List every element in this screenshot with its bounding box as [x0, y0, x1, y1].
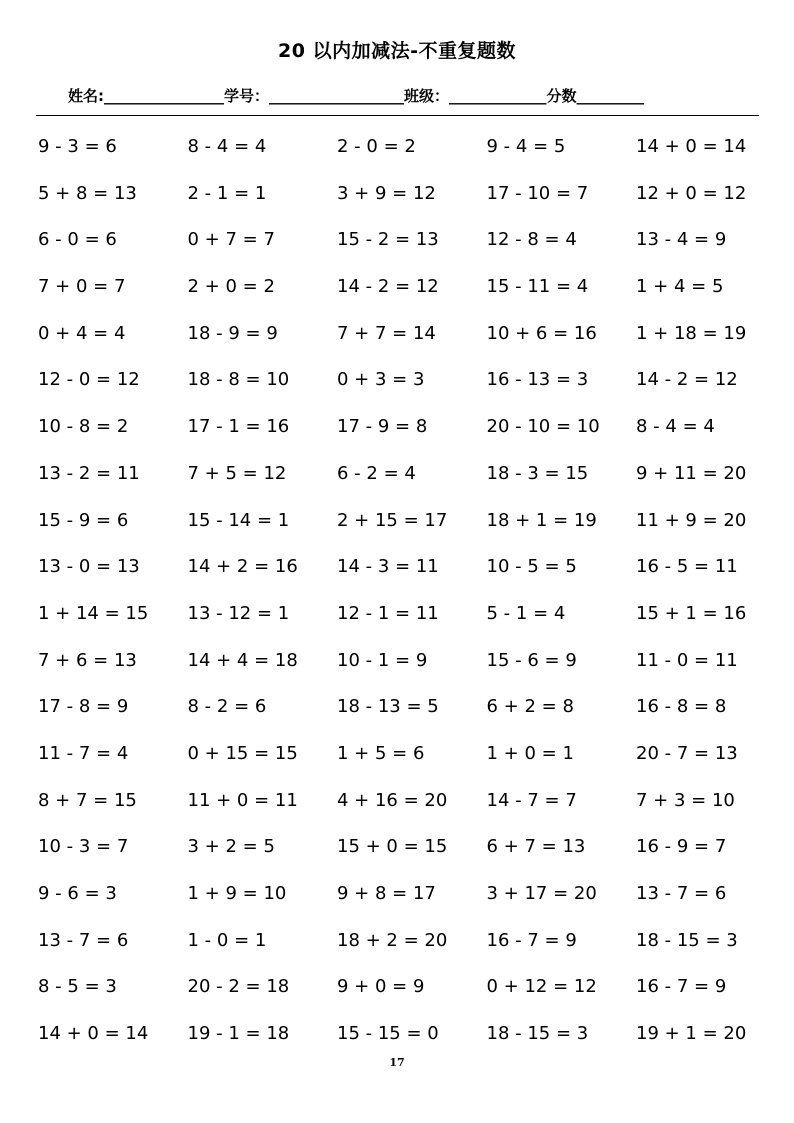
math-problem: 5 + 8 = 13 — [38, 182, 137, 204]
math-problem: 7 + 0 = 7 — [38, 276, 126, 298]
math-problem: 0 + 7 = 7 — [187, 229, 275, 251]
math-problem: 15 + 1 = 16 — [636, 602, 747, 624]
math-problem: 10 - 1 = 9 — [337, 649, 428, 671]
math-problem: 18 + 2 = 20 — [337, 929, 448, 951]
math-problem: 15 - 9 = 6 — [38, 509, 129, 531]
math-problem: 10 - 5 = 5 — [486, 556, 577, 578]
math-problem: 2 - 0 = 2 — [337, 136, 416, 157]
math-problem: 8 + 7 = 15 — [38, 789, 137, 811]
math-problem: 7 + 7 = 14 — [337, 322, 436, 344]
math-problem: 15 + 0 = 15 — [337, 836, 448, 858]
math-problem: 16 - 13 = 3 — [486, 369, 589, 391]
math-problem: 12 + 0 = 12 — [636, 182, 747, 204]
math-problem: 1 + 4 = 5 — [636, 276, 724, 298]
math-problem: 9 + 11 = 20 — [636, 462, 747, 484]
math-problem: 15 - 11 = 4 — [486, 276, 589, 298]
math-problem: 20 - 7 = 13 — [636, 742, 738, 764]
math-problem: 16 - 9 = 7 — [636, 836, 727, 858]
student-id-blank[interactable]: __________________ — [269, 87, 405, 105]
math-problem: 15 - 15 = 0 — [337, 1023, 439, 1045]
math-problem: 10 + 6 = 16 — [486, 322, 597, 344]
math-problem: 0 + 3 = 3 — [337, 369, 425, 391]
student-id-label: 学号： — [224, 87, 270, 105]
page-title: 20 以内加减法-不重复题数 — [278, 40, 516, 62]
math-problem: 0 + 4 = 4 — [38, 322, 126, 344]
math-problem: 6 - 2 = 4 — [337, 462, 416, 484]
math-problem: 13 - 7 = 6 — [636, 883, 727, 904]
math-problem: 11 - 0 = 11 — [636, 649, 738, 671]
math-problem: 7 + 6 = 13 — [38, 649, 137, 671]
math-problem: 17 - 8 = 9 — [38, 696, 129, 718]
math-problem: 14 - 2 = 12 — [636, 369, 738, 391]
name-label: 姓名: — [68, 87, 104, 105]
page-number: 17 — [389, 1056, 405, 1069]
math-problem: 13 - 7 = 6 — [38, 929, 129, 951]
math-problem: 11 + 9 = 20 — [636, 509, 747, 531]
math-problem: 18 - 15 = 3 — [636, 929, 738, 951]
math-problem: 20 - 10 = 10 — [486, 416, 600, 438]
score-blank[interactable]: _________ — [576, 87, 645, 105]
math-problem: 6 - 0 = 6 — [38, 229, 117, 251]
math-problem: 9 + 0 = 9 — [337, 976, 425, 998]
math-problem: 13 - 12 = 1 — [187, 602, 290, 624]
math-problem: 19 + 1 = 20 — [636, 1023, 747, 1045]
math-problem: 14 + 4 = 18 — [187, 649, 298, 671]
math-problem: 2 + 0 = 2 — [187, 276, 275, 298]
math-problem: 15 - 2 = 13 — [337, 229, 439, 251]
math-problem: 1 + 5 = 6 — [337, 742, 425, 764]
math-problem: 4 + 16 = 20 — [337, 789, 448, 811]
math-problem: 3 + 17 = 20 — [486, 883, 597, 904]
math-problem: 9 - 4 = 5 — [486, 136, 566, 157]
math-problem: 15 - 6 = 9 — [486, 649, 577, 671]
math-problem: 13 - 2 = 11 — [38, 462, 140, 484]
math-problem: 12 - 8 = 4 — [486, 229, 577, 251]
math-problem: 16 - 7 = 9 — [636, 976, 727, 998]
math-problem: 16 - 7 = 9 — [486, 929, 577, 951]
math-problem: 15 - 14 = 1 — [187, 509, 290, 531]
math-problem: 14 + 0 = 14 — [636, 136, 747, 157]
score-label: 分数 — [546, 87, 577, 105]
math-problem: 6 + 7 = 13 — [486, 836, 586, 858]
math-problem: 7 + 5 = 12 — [187, 462, 287, 484]
math-problem: 18 - 13 = 5 — [337, 696, 439, 718]
math-problem: 3 + 9 = 12 — [337, 182, 436, 204]
math-problem: 17 - 1 = 16 — [187, 416, 290, 438]
math-problem: 16 - 8 = 8 — [636, 696, 727, 718]
math-problem: 13 - 0 = 13 — [38, 556, 140, 578]
name-blank[interactable]: ________________ — [104, 87, 224, 105]
math-problem: 2 - 1 = 1 — [187, 182, 267, 204]
math-problem: 2 + 15 = 17 — [337, 509, 448, 531]
math-problem: 18 + 1 = 19 — [486, 509, 597, 531]
math-problem: 16 - 5 = 11 — [636, 556, 738, 578]
math-problem: 12 - 0 = 12 — [38, 369, 140, 391]
math-problem: 5 - 1 = 4 — [486, 602, 566, 624]
math-problem: 19 - 1 = 18 — [187, 1023, 290, 1045]
math-problem: 18 - 9 = 9 — [187, 322, 278, 344]
math-problem: 20 - 2 = 18 — [187, 976, 290, 998]
math-problem: 1 + 9 = 10 — [187, 883, 287, 904]
math-problem: 11 + 0 = 11 — [187, 789, 298, 811]
math-problem: 9 + 8 = 17 — [337, 883, 436, 904]
math-problem: 9 - 6 = 3 — [38, 883, 117, 904]
math-problem: 6 + 2 = 8 — [486, 696, 574, 718]
class-blank[interactable]: _____________ — [449, 87, 547, 105]
math-problem: 1 + 18 = 19 — [636, 322, 747, 344]
math-problem: 12 - 1 = 11 — [337, 602, 439, 624]
math-problem: 1 + 0 = 1 — [486, 742, 574, 764]
math-problem: 11 - 7 = 4 — [38, 742, 129, 764]
math-problem: 18 - 3 = 15 — [486, 462, 589, 484]
math-problem: 1 - 0 = 1 — [187, 929, 267, 951]
math-problem: 14 + 0 = 14 — [38, 1023, 149, 1045]
math-problem: 0 + 12 = 12 — [486, 976, 597, 998]
math-problem: 10 - 8 = 2 — [38, 416, 129, 438]
math-problem: 17 - 10 = 7 — [486, 182, 589, 204]
math-problem: 13 - 4 = 9 — [636, 229, 727, 251]
math-problem: 8 - 5 = 3 — [38, 976, 117, 998]
math-problem: 7 + 3 = 10 — [636, 789, 735, 811]
header-divider — [36, 115, 759, 116]
math-problem: 18 - 8 = 10 — [187, 369, 290, 391]
math-problem: 8 - 2 = 6 — [187, 696, 267, 718]
math-problem: 9 - 3 = 6 — [38, 136, 117, 157]
class-label: 班级： — [404, 87, 450, 105]
student-info-line — [68, 85, 644, 106]
math-problem: 0 + 15 = 15 — [187, 742, 298, 764]
math-problem: 1 + 14 = 15 — [38, 602, 149, 624]
math-problem: 14 + 2 = 16 — [187, 556, 298, 578]
math-problem: 14 - 7 = 7 — [486, 789, 577, 811]
math-problem: 18 - 15 = 3 — [486, 1023, 589, 1045]
math-problem: 8 - 4 = 4 — [187, 136, 267, 157]
math-problem: 17 - 9 = 8 — [337, 416, 428, 438]
math-problem: 14 - 3 = 11 — [337, 556, 439, 578]
math-problem: 3 + 2 = 5 — [187, 836, 275, 858]
problem-grid — [38, 134, 766, 1068]
math-problem: 14 - 2 = 12 — [337, 276, 439, 298]
math-problem: 8 - 4 = 4 — [636, 416, 715, 438]
math-problem: 10 - 3 = 7 — [38, 836, 129, 858]
